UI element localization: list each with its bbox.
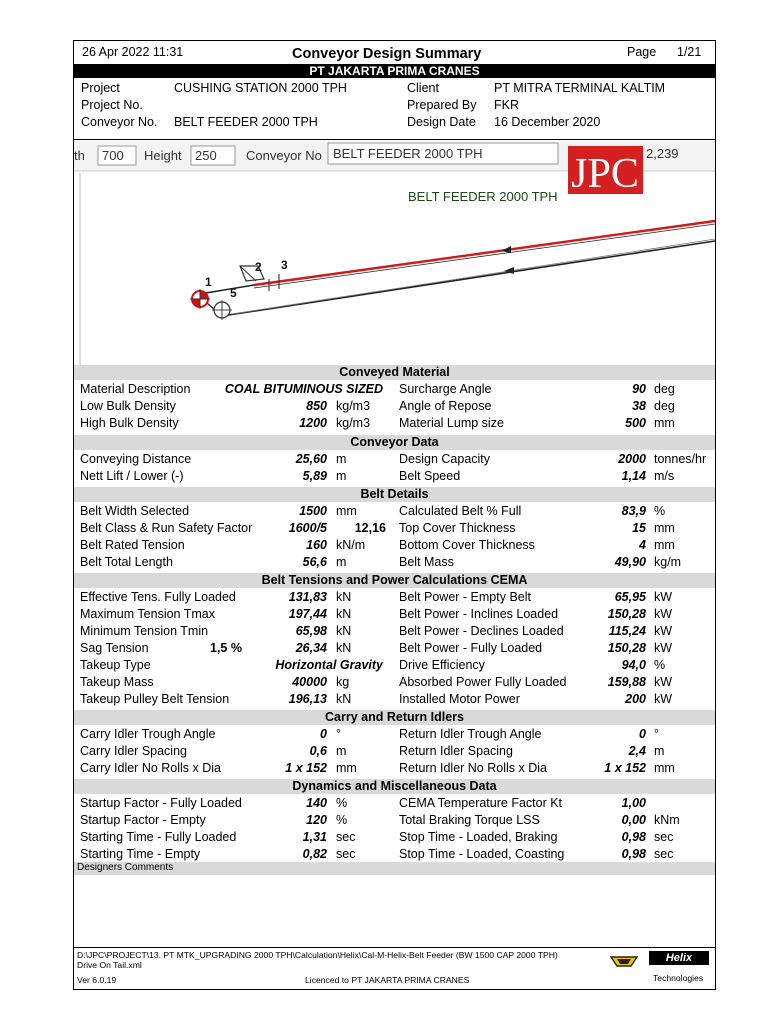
section-header: Belt Tensions and Power Calculations CEMA [74, 573, 715, 588]
data-row [74, 743, 715, 760]
row-unit: % [336, 796, 348, 810]
row-label: Carry Idler Spacing [80, 744, 187, 758]
row-label-2: Belt Speed [399, 469, 461, 483]
height-label: Height [144, 148, 182, 163]
row-label-2: Bottom Cover Thickness [399, 538, 535, 552]
row-label-2: Total Braking Torque LSS [399, 813, 540, 827]
row-value: 1 x 152 [285, 761, 327, 775]
row-unit: m [336, 452, 347, 466]
conveyor-no-value: BELT FEEDER 2000 TPH [174, 115, 318, 129]
row-unit-2: % [654, 658, 666, 672]
row-value-2: 15 [632, 521, 646, 535]
row-value-2: 65,95 [614, 590, 646, 604]
software-version: Ver 6.0.19 [77, 975, 117, 985]
row-unit: m [336, 744, 347, 758]
row-value-2: 1,00 [621, 796, 646, 810]
conveyor-no-label: Conveyor No. [81, 115, 158, 129]
conveyor-profile-drawing [74, 141, 715, 365]
row-unit-2: deg [654, 399, 675, 413]
row-unit: m [336, 555, 347, 569]
row-value-2: 150,28 [607, 641, 646, 655]
row-value: 0,6 [309, 744, 327, 758]
row-unit-2: mm [654, 538, 675, 552]
jpc-logo-text: JPC [571, 151, 639, 197]
row-value-2: 150,28 [607, 607, 646, 621]
row-value-2: 0 [639, 727, 646, 741]
data-row [74, 589, 715, 606]
row-unit: ° [336, 727, 341, 741]
row-label: Conveying Distance [80, 452, 192, 466]
row-unit: m [336, 469, 347, 483]
licence-text: Licenced to PT JAKARTA PRIMA CRANES [305, 975, 470, 985]
row-value: 131,83 [288, 590, 327, 604]
row-label-2: Calculated Belt % Full [399, 504, 522, 518]
row-value-2: 0,00 [621, 813, 646, 827]
row-label: Startup Factor - Empty [80, 813, 206, 827]
row-value: 0,82 [302, 847, 327, 861]
row-label: Starting Time - Empty [80, 847, 201, 861]
row-value-2: 90 [632, 382, 646, 396]
row-value-2: 1 x 152 [604, 761, 646, 775]
row-label: Low Bulk Density [80, 399, 176, 413]
row-value-2: 2000 [618, 452, 646, 466]
row-value: 160 [306, 538, 327, 552]
data-row [74, 829, 715, 846]
row-unit: % [336, 813, 348, 827]
row-value: 196,13 [288, 692, 327, 706]
row-label-2: Return Idler Trough Angle [399, 727, 542, 741]
point-label-2: 2 [255, 260, 262, 274]
row-value-2: 94,0 [621, 658, 646, 672]
row-label-2: Belt Power - Declines Loaded [399, 624, 564, 638]
row-unit: kN/m [336, 538, 366, 552]
section-header: Carry and Return Idlers [74, 710, 715, 725]
row-label-2: Return Idler No Rolls x Dia [399, 761, 547, 775]
row-label-2: Return Idler Spacing [399, 744, 513, 758]
row-unit: kN [336, 624, 352, 638]
row-label: Belt Class & Run Safety Factor [80, 521, 253, 535]
row-value-2: 115,24 [608, 624, 646, 638]
data-row [74, 415, 715, 432]
row-label-2: Stop Time - Loaded, Braking [399, 830, 558, 844]
client-label: Client [407, 81, 439, 95]
print-datetime: 26 Apr 2022 11:31 [82, 45, 184, 59]
row-extra: 1,5 % [210, 641, 242, 655]
row-label-2: Stop Time - Loaded, Coasting [399, 847, 565, 861]
data-row [74, 846, 715, 863]
row-label: Minimum Tension Tmin [80, 624, 209, 638]
row-unit: kN [336, 641, 352, 655]
designers-comments-label: Designers Comments [77, 862, 174, 873]
row-unit-2: kW [654, 590, 673, 604]
row-label-2: Surcharge Angle [399, 382, 492, 396]
data-row [74, 606, 715, 623]
point-label-5: 5 [230, 286, 237, 300]
divider [74, 139, 715, 140]
row-value-2: 200 [625, 692, 646, 706]
row-label-2: Belt Mass [399, 555, 454, 569]
row-unit: kN [336, 607, 352, 621]
project-value: CUSHING STATION 2000 TPH [174, 81, 347, 95]
row-value: 56,6 [302, 555, 327, 569]
company-banner: PT JAKARTA PRIMA CRANES [74, 64, 715, 78]
row-value: 1500 [299, 504, 327, 518]
data-row [74, 537, 715, 554]
data-row [74, 503, 715, 520]
row-unit: kg/m3 [336, 399, 371, 413]
row-value: 120 [306, 813, 327, 827]
row-label-2: Installed Motor Power [399, 692, 520, 706]
row-unit-2: m [654, 744, 665, 758]
design-summary-sheet [73, 40, 716, 990]
profile-svg [74, 141, 715, 365]
row-unit-2: kNm [654, 813, 680, 827]
row-label-2: Drive Efficiency [399, 658, 485, 672]
row-label: Material Description [80, 382, 191, 396]
row-label: Effective Tens. Fully Loaded [80, 590, 236, 604]
row-label: Maximum Tension Tmax [80, 607, 215, 621]
data-row [74, 657, 715, 674]
row-label: Takeup Pulley Belt Tension [80, 692, 230, 706]
row-label: Belt Width Selected [80, 504, 190, 518]
row-unit-2: m/s [654, 469, 675, 483]
row-value-2: 0,98 [621, 830, 646, 844]
section-header: Conveyed Material [74, 365, 715, 380]
data-row [74, 760, 715, 777]
row-unit-2: sec [654, 847, 674, 861]
helix-brand: Helix [649, 951, 709, 965]
toolbar-conveyor-label: Conveyor No [246, 148, 322, 163]
row-value: COAL BITUMINOUS SIZED [224, 382, 383, 396]
row-label: Takeup Mass [80, 675, 154, 689]
row-extra: 12,16 [354, 521, 386, 535]
file-path-line-2: Drive On Tail.xml [77, 960, 142, 970]
row-unit-2: mm [654, 521, 675, 535]
row-label: Starting Time - Fully Loaded [80, 830, 237, 844]
row-unit: sec [336, 830, 356, 844]
row-value: 1200 [299, 416, 327, 430]
row-label: Takeup Type [80, 658, 151, 672]
row-value: 140 [306, 796, 327, 810]
helix-brand-sub: Technologies [653, 973, 704, 983]
prepared-by-value: FKR [494, 98, 519, 112]
data-row [74, 623, 715, 640]
project-label: Project [81, 81, 120, 95]
row-unit: mm [336, 761, 357, 775]
row-label-2: CEMA Temperature Factor Kt [399, 796, 563, 810]
row-value: 0 [320, 727, 327, 741]
row-unit-2: % [654, 504, 666, 518]
data-row [74, 554, 715, 571]
design-date-label: Design Date [407, 115, 476, 129]
row-unit-2: mm [654, 416, 675, 430]
row-label-2: Belt Power - Empty Belt [399, 590, 531, 604]
client-value: PT MITRA TERMINAL KALTIM [494, 81, 666, 95]
row-value: 1,31 [302, 830, 327, 844]
row-value: 25,60 [295, 452, 327, 466]
design-date-value: 16 December 2020 [494, 115, 601, 129]
project-no-label: Project No. [81, 98, 143, 112]
row-value: Horizontal Gravity [275, 658, 383, 672]
row-unit-2: kg/m [654, 555, 682, 569]
row-value-2: 159,88 [607, 675, 646, 689]
file-path-line-1: D:\JPC\PROJECT\13. PT MTK_UPGRADING 2000 TPH\Calculation\Helix\Cal-M-Helix-Belt Feeder (BW 1500 CAP 2000 TPH) [77, 950, 558, 960]
row-label: Belt Total Length [80, 555, 173, 569]
row-label: Sag Tension [80, 641, 149, 655]
row-label-2: Angle of Repose [399, 399, 492, 413]
row-value: 850 [306, 399, 327, 413]
row-unit-2: kW [654, 607, 673, 621]
prepared-by-label: Prepared By [407, 98, 477, 112]
row-unit-2: deg [654, 382, 675, 396]
row-value: 40000 [292, 675, 327, 689]
row-unit-2: ° [654, 727, 659, 741]
row-value-2: 0,98 [621, 847, 646, 861]
data-row [74, 381, 715, 398]
row-label-2: Top Cover Thickness [399, 521, 516, 535]
data-row [74, 468, 715, 485]
section-header: Dynamics and Miscellaneous Data [74, 779, 715, 794]
row-label-2: Design Capacity [399, 452, 491, 466]
row-value-2: 49,90 [614, 555, 646, 569]
toolbar-length-label: th [74, 148, 85, 163]
page-number: 1/21 [677, 45, 702, 59]
drawing-caption: BELT FEEDER 2000 TPH [408, 189, 558, 204]
row-unit-2: kW [654, 624, 673, 638]
row-unit-2: kW [654, 692, 673, 706]
point-label-3: 3 [281, 258, 288, 272]
row-unit: kg/m3 [336, 416, 371, 430]
row-unit: kN [336, 590, 352, 604]
data-row [74, 398, 715, 415]
data-row [74, 726, 715, 743]
data-row [74, 812, 715, 829]
row-value-2: 500 [625, 416, 646, 430]
row-unit: sec [336, 847, 356, 861]
data-row [74, 691, 715, 708]
point-label-1: 1 [205, 275, 212, 289]
row-value: 1600/5 [288, 521, 327, 535]
row-value: 65,98 [295, 624, 327, 638]
row-value-2: 83,9 [621, 504, 646, 518]
toolbar-side-value: 2,239 [646, 146, 679, 161]
row-value-2: 4 [639, 538, 646, 552]
page-label: Page [627, 45, 657, 59]
row-label: Startup Factor - Fully Loaded [80, 796, 242, 810]
data-row [74, 795, 715, 812]
row-value-2: 2,4 [628, 744, 646, 758]
row-unit-2: sec [654, 830, 674, 844]
row-label: Nett Lift / Lower (-) [80, 469, 184, 483]
data-row [74, 520, 715, 537]
length-value: 700 [102, 148, 124, 163]
row-value: 197,44 [288, 607, 327, 621]
row-value-2: 1,14 [621, 469, 646, 483]
row-unit-2: tonnes/hr [654, 452, 707, 466]
row-label: High Bulk Density [80, 416, 179, 430]
row-value: 26,34 [295, 641, 327, 655]
row-label-2: Belt Power - Fully Loaded [399, 641, 543, 655]
data-row [74, 640, 715, 657]
divider [74, 947, 715, 948]
section-header: Belt Details [74, 487, 715, 502]
page-title: Conveyor Design Summary [292, 46, 482, 62]
row-unit: mm [336, 504, 357, 518]
data-row [74, 674, 715, 691]
data-row [74, 451, 715, 468]
toolbar-conveyor-value: BELT FEEDER 2000 TPH [333, 146, 483, 161]
row-value: 5,89 [302, 469, 327, 483]
section-header: Conveyor Data [74, 435, 715, 450]
row-label: Belt Rated Tension [80, 538, 185, 552]
helix-logo-icon [609, 953, 639, 974]
row-unit-2: kW [654, 641, 673, 655]
row-unit-2: mm [654, 761, 675, 775]
height-value: 250 [195, 148, 217, 163]
row-label: Carry Idler Trough Angle [80, 727, 216, 741]
row-unit-2: kW [654, 675, 673, 689]
row-unit: kg [336, 675, 350, 689]
row-label-2: Material Lump size [399, 416, 504, 430]
row-label-2: Absorbed Power Fully Loaded [399, 675, 567, 689]
row-value-2: 38 [632, 399, 646, 413]
row-label: Carry Idler No Rolls x Dia [80, 761, 222, 775]
row-label-2: Belt Power - Inclines Loaded [399, 607, 559, 621]
row-unit: kN [336, 692, 352, 706]
